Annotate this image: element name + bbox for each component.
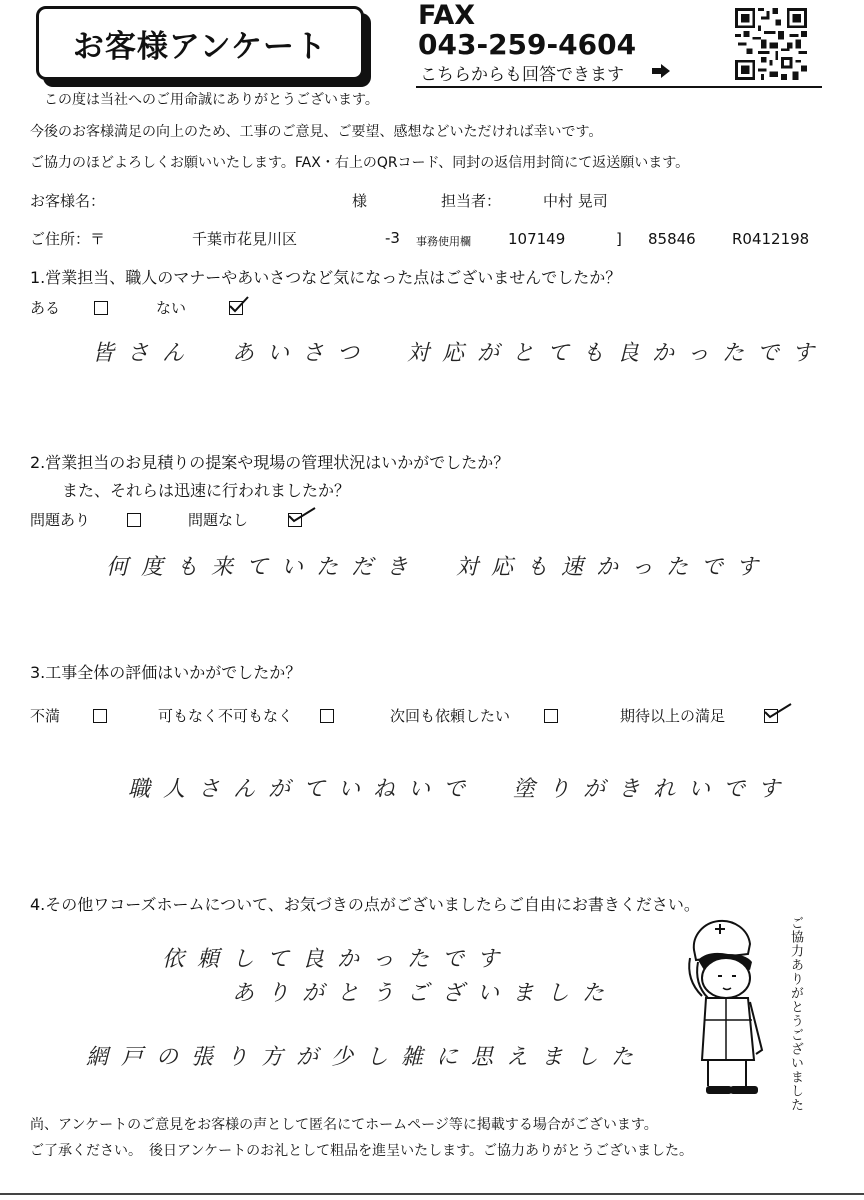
arrow-right-icon: [652, 64, 670, 78]
intro-line-2: 今後のお客様満足の向上のため、工事のご意見、ご要望、感想などいただければ幸いです。: [30, 124, 603, 140]
q4-handwritten-answer-3: 網戸の張り方が少し雑に思えました: [86, 1045, 647, 1070]
check-mark-icon: [763, 702, 793, 722]
office-code-2: 85846: [648, 230, 696, 248]
qr-code-icon[interactable]: [733, 8, 809, 80]
checkbox-empty-icon[interactable]: [127, 513, 141, 527]
fax-label: FAX: [418, 0, 476, 31]
question-1: 1.営業担当、職人のマナーやあいさつなど気になった点はございませんでしたか？: [30, 268, 622, 287]
q3-handwritten-answer: 職人さんがていねいで 塗りがきれいです: [128, 777, 794, 802]
address-label: ご住所：〒: [30, 230, 106, 248]
address-suffix: -3: [385, 229, 400, 247]
address-value: 千葉市花見川区: [192, 230, 298, 248]
intro-line-1: この度は当社へのご用命誠にありがとうございます。: [44, 92, 379, 108]
page-bottom-border: [0, 1193, 864, 1195]
check-mark-icon: [287, 506, 317, 526]
checkbox-empty-icon[interactable]: [94, 301, 108, 315]
question-3: 3.工事全体の評価はいかがでしたか？: [30, 663, 302, 682]
q3-option-dissatisfied: 不満: [30, 707, 61, 725]
q2-option-problem: 問題あり: [30, 511, 91, 529]
footer-line-1: 尚、アンケートのご意見をお客様の声として匿名にてホームページ等に掲載する場合がございます。: [30, 1117, 658, 1133]
fax-number: 043-259-4604: [418, 28, 637, 61]
q3-option-exceeded: 期待以上の満足: [620, 707, 726, 725]
intro-line-3: ご協力のほどよろしくお願いいたします。FAX・右上のQRコード、同封の返信用封筒にて返送願います。: [30, 155, 690, 171]
survey-title-box: [36, 6, 364, 80]
question-2-sub: また、それらは迅速に行われましたか？: [62, 481, 351, 500]
q1-handwritten-answer: 皆さん あいさつ 対応がとても良かったです: [92, 341, 828, 366]
side-thanks-vertical: ご協力ありがとうございました: [788, 916, 803, 1112]
footer-line-2: ご了承ください。 後日アンケートのお礼として粗品を進呈いたします。ご協力ありがとうございました。: [30, 1143, 694, 1159]
checkbox-empty-icon[interactable]: [93, 709, 107, 723]
office-code-1: 107149: [508, 230, 566, 248]
question-2: 2.営業担当のお見積りの提案や現場の管理状況はいかがでしたか？: [30, 453, 510, 472]
checkbox-checked-icon[interactable]: [764, 709, 778, 723]
q4-handwritten-answer-2: ありがとうございました: [232, 981, 618, 1006]
q1-option-no: ない: [156, 299, 187, 317]
checkbox-checked-icon[interactable]: [229, 301, 243, 315]
q1-option-yes: ある: [30, 299, 61, 317]
question-4: 4.その他ワコーズホームについて、お気づきの点がございましたらご自由にお書きください。: [30, 895, 700, 914]
q4-handwritten-answer-1: 依頼して良かったです: [162, 947, 513, 972]
survey-title: お客様アンケート: [72, 28, 328, 65]
fax-underline: [416, 86, 822, 88]
checkbox-empty-icon[interactable]: [544, 709, 558, 723]
office-code-mark: ]: [616, 230, 622, 248]
fax-note: こちらからも回答できます: [420, 65, 624, 85]
q2-option-no-problem: 問題なし: [188, 511, 249, 529]
checkbox-checked-icon[interactable]: [288, 513, 302, 527]
q2-handwritten-answer: 何度も来ていただき 対応も速かったです: [106, 555, 772, 580]
customer-name-label: お客様名：: [30, 192, 106, 210]
honorific-sama: 様: [352, 192, 368, 210]
q3-option-request-again: 次回も依頼したい: [390, 707, 511, 725]
office-use-label: 事務使用欄: [416, 235, 471, 248]
staff-name: 中村 晃司: [543, 192, 608, 210]
bowing-worker-illustration: [668, 910, 778, 1110]
check-mark-icon: [228, 296, 250, 316]
q3-option-neutral: 可もなく不可もなく: [158, 707, 294, 725]
office-code-3: R0412198: [732, 230, 810, 248]
checkbox-empty-icon[interactable]: [320, 709, 334, 723]
staff-label: 担当者：: [441, 192, 502, 210]
